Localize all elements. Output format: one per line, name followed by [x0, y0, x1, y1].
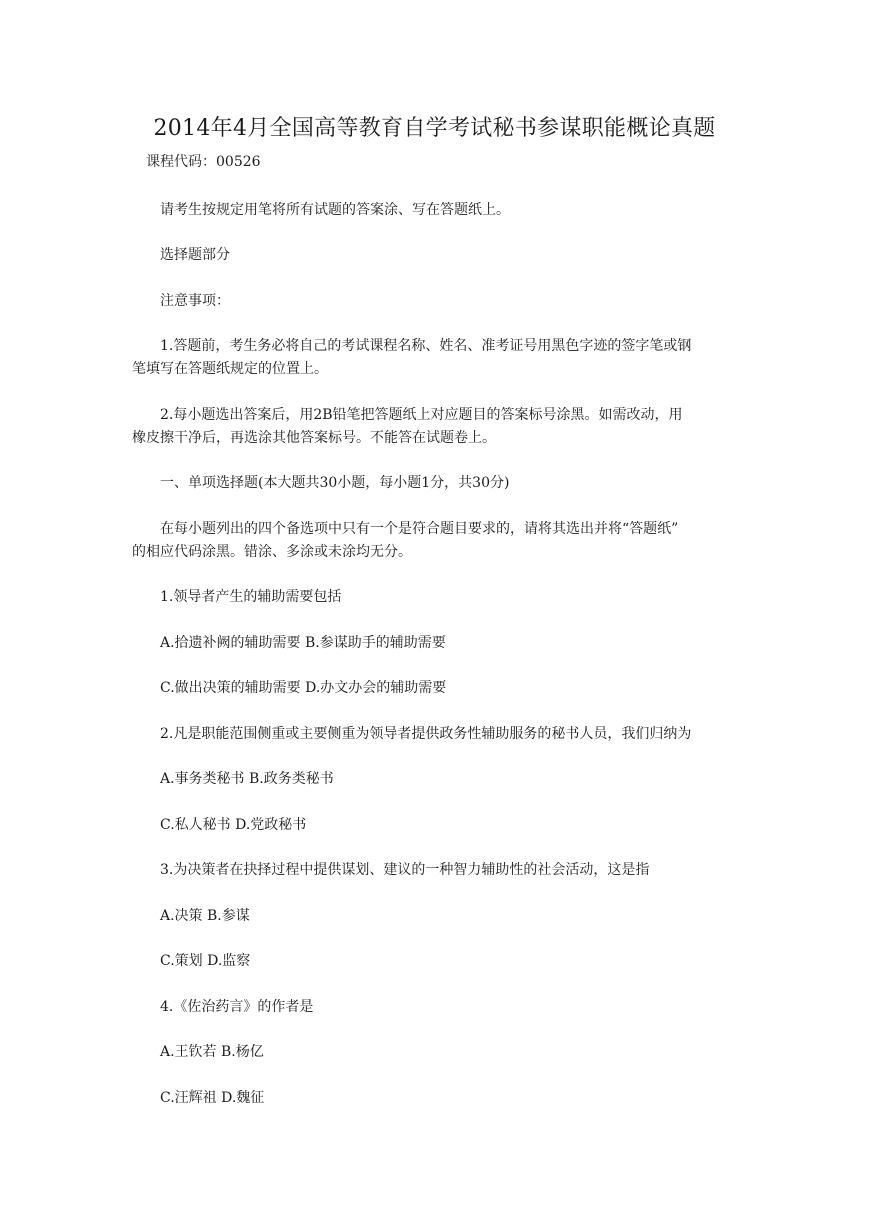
notes-heading: 注意事项： [160, 293, 230, 309]
instruction-general: 请考生按规定用笔将所有试题的答案涂、写在答题纸上。 [160, 202, 510, 218]
page-title: 2014年4月全国高等教育自学考试秘书参谋职能概论真题 [153, 116, 716, 141]
question-3-options-cd: C.策划 D.监察 [160, 953, 251, 969]
course-code: 课程代码：00526 [146, 154, 261, 170]
note-1-line-2: 笔填写在答题纸规定的位置上。 [132, 361, 328, 377]
question-1: 1.领导者产生的辅助需要包括 [160, 589, 342, 605]
part1-desc-line-2: 的相应代码涂黑。错涂、多涂或未涂均无分。 [132, 544, 412, 560]
note-1-line-1: 1.答题前，考生务必将自己的考试课程名称、姓名、准考证号用黑色字迹的签字笔或钢 [160, 338, 692, 354]
question-4-options-ab: A.王钦若 B.杨亿 [160, 1044, 264, 1060]
section-heading: 选择题部分 [160, 247, 230, 263]
note-2-line-1: 2.每小题选出答案后，用2B铅笔把答题纸上对应题目的答案标号涂黑。如需改动，用 [160, 407, 683, 423]
note-2-line-2: 橡皮擦干净后，再选涂其他答案标号。不能答在试题卷上。 [132, 430, 496, 446]
question-3-options-ab: A.决策 B.参谋 [160, 908, 250, 924]
question-4-options-cd: C.汪辉祖 D.魏征 [160, 1090, 265, 1106]
question-2-options-cd: C.私人秘书 D.党政秘书 [160, 817, 307, 833]
question-3: 3.为决策者在抉择过程中提供谋划、建议的一种智力辅助性的社会活动，这是指 [160, 862, 650, 878]
part1-heading: 一、单项选择题(本大题共30小题，每小题1分，共30分) [160, 475, 510, 491]
question-4: 4.《佐治药言》的作者是 [160, 999, 314, 1015]
question-1-options-cd: C.做出决策的辅助需要 D.办文办会的辅助需要 [160, 680, 447, 696]
question-1-options-ab: A.拾遗补阙的辅助需要 B.参谋助手的辅助需要 [160, 635, 446, 651]
question-2: 2.凡是职能范围侧重或主要侧重为领导者提供政务性辅助服务的秘书人员，我们归纳为 [160, 726, 692, 742]
part1-desc-line-1: 在每小题列出的四个备选项中只有一个是符合题目要求的，请将其选出并将“答题纸” [160, 521, 679, 537]
question-2-options-ab: A.事务类秘书 B.政务类秘书 [160, 771, 334, 787]
